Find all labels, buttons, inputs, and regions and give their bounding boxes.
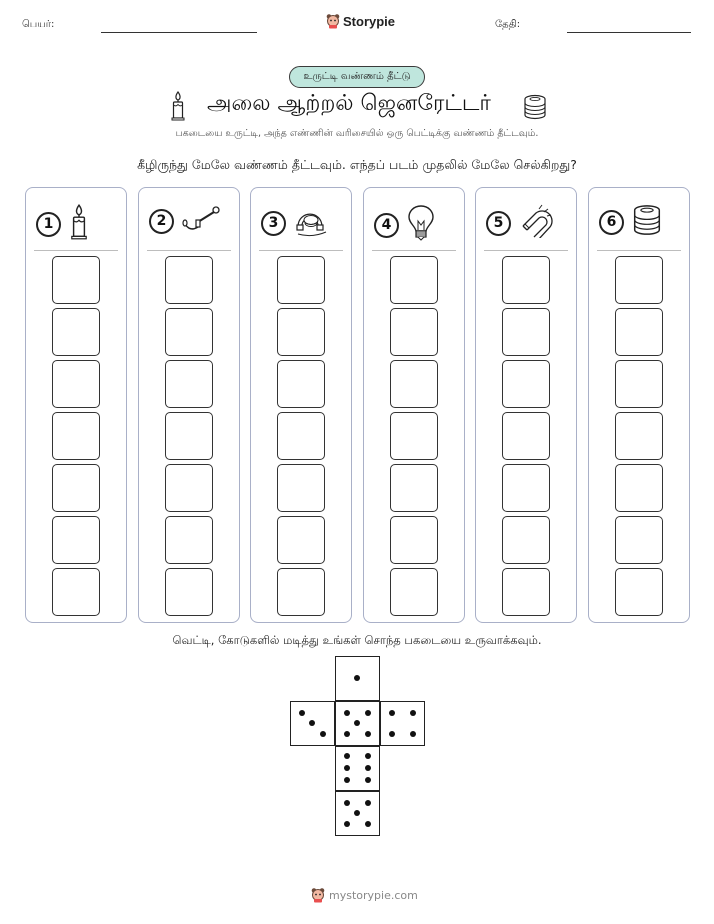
color-box[interactable] bbox=[165, 412, 213, 460]
wire-coil-icon bbox=[523, 94, 547, 120]
column-6 bbox=[588, 187, 690, 623]
die-face bbox=[335, 701, 380, 746]
color-box[interactable] bbox=[390, 412, 438, 460]
color-box[interactable] bbox=[52, 464, 100, 512]
color-box[interactable] bbox=[277, 256, 325, 304]
color-box[interactable] bbox=[52, 516, 100, 564]
color-box[interactable] bbox=[165, 256, 213, 304]
color-box[interactable] bbox=[277, 516, 325, 564]
die-pip bbox=[354, 675, 360, 681]
activity-tag: உருட்டி வண்ணம் தீட்டு bbox=[289, 66, 425, 88]
color-box[interactable] bbox=[615, 360, 663, 408]
die-pip bbox=[389, 710, 395, 716]
die-pip bbox=[354, 810, 360, 816]
color-box[interactable] bbox=[390, 308, 438, 356]
die-face bbox=[290, 701, 335, 746]
die-face bbox=[335, 656, 380, 701]
storypie-mascot-icon bbox=[326, 13, 340, 29]
color-box[interactable] bbox=[390, 464, 438, 512]
column-divider bbox=[34, 250, 118, 251]
color-box[interactable] bbox=[502, 308, 550, 356]
hand-crank-icon bbox=[182, 204, 222, 238]
column-5 bbox=[475, 187, 577, 623]
color-box[interactable] bbox=[165, 308, 213, 356]
color-box[interactable] bbox=[502, 464, 550, 512]
die-face bbox=[380, 701, 425, 746]
die-face bbox=[335, 791, 380, 836]
column-divider bbox=[484, 250, 568, 251]
column-divider bbox=[597, 250, 681, 251]
die-pip bbox=[365, 731, 371, 737]
color-box[interactable] bbox=[277, 464, 325, 512]
subtitle: பகடையை உருட்டி, அந்த எண்ணின் வரிசையில் ஒரு பெட்டிக்கு வண்ணம் தீட்டவும். bbox=[175, 128, 539, 139]
color-box[interactable] bbox=[52, 360, 100, 408]
column-divider bbox=[259, 250, 343, 251]
color-box[interactable] bbox=[615, 412, 663, 460]
die-pip bbox=[344, 800, 350, 806]
die-pip bbox=[299, 710, 305, 716]
die-pip bbox=[344, 765, 350, 771]
wire-coil-icon bbox=[632, 204, 662, 240]
die-pip bbox=[410, 710, 416, 716]
color-box[interactable] bbox=[390, 256, 438, 304]
horseshoe-magnet-icon bbox=[519, 204, 553, 242]
brand-name: Storypie bbox=[343, 13, 396, 29]
cut-instruction: வெட்டி, கோடுகளில் மடித்து உங்கள் சொந்த பகடையை உருவாக்கவும். bbox=[172, 633, 542, 647]
color-box[interactable] bbox=[165, 360, 213, 408]
page-title: அலை ஆற்றல் ஜெனரேட்டர் bbox=[207, 91, 491, 116]
column-number: 5 bbox=[486, 211, 511, 236]
column-4 bbox=[363, 187, 465, 623]
name-label: பெயர்: bbox=[22, 19, 55, 30]
column-number: 2 bbox=[149, 209, 174, 234]
color-box[interactable] bbox=[277, 308, 325, 356]
color-box[interactable] bbox=[502, 568, 550, 616]
color-box[interactable] bbox=[165, 464, 213, 512]
die-pip bbox=[410, 731, 416, 737]
column-number: 6 bbox=[599, 210, 624, 235]
die-pip bbox=[344, 731, 350, 737]
color-box[interactable] bbox=[615, 464, 663, 512]
column-header bbox=[149, 204, 222, 238]
color-box[interactable] bbox=[52, 308, 100, 356]
die-pip bbox=[389, 731, 395, 737]
die-pip bbox=[365, 821, 371, 827]
die-pip bbox=[365, 753, 371, 759]
color-box[interactable] bbox=[615, 308, 663, 356]
color-box[interactable] bbox=[502, 256, 550, 304]
color-box[interactable] bbox=[390, 568, 438, 616]
column-number: 1 bbox=[36, 212, 61, 237]
column-header bbox=[486, 204, 553, 242]
column-2 bbox=[138, 187, 240, 623]
die-face bbox=[335, 746, 380, 791]
color-box[interactable] bbox=[502, 412, 550, 460]
footer bbox=[311, 887, 418, 903]
color-box[interactable] bbox=[165, 516, 213, 564]
die-pip bbox=[365, 710, 371, 716]
die-pip bbox=[344, 710, 350, 716]
die-pip bbox=[365, 800, 371, 806]
die-pip bbox=[365, 765, 371, 771]
column-3 bbox=[250, 187, 352, 623]
date-label: தேதி: bbox=[495, 19, 521, 30]
column-divider bbox=[147, 250, 231, 251]
die-pip bbox=[344, 777, 350, 783]
footer-url[interactable]: mystorypie.com bbox=[329, 888, 418, 902]
color-box[interactable] bbox=[52, 568, 100, 616]
die-pip bbox=[320, 731, 326, 737]
column-divider bbox=[372, 250, 456, 251]
color-box[interactable] bbox=[277, 568, 325, 616]
color-box[interactable] bbox=[52, 412, 100, 460]
column-number: 4 bbox=[374, 213, 399, 238]
color-box[interactable] bbox=[165, 568, 213, 616]
color-box[interactable] bbox=[390, 360, 438, 408]
date-line bbox=[567, 32, 691, 33]
color-box[interactable] bbox=[615, 568, 663, 616]
color-box[interactable] bbox=[615, 516, 663, 564]
die-pip bbox=[344, 821, 350, 827]
color-box[interactable] bbox=[615, 256, 663, 304]
candle-icon bbox=[69, 204, 89, 244]
color-box[interactable] bbox=[277, 412, 325, 460]
candle-icon bbox=[170, 91, 186, 121]
column-1 bbox=[25, 187, 127, 623]
column-header bbox=[36, 204, 89, 244]
column-number: 3 bbox=[261, 211, 286, 236]
die-pip bbox=[344, 753, 350, 759]
color-box[interactable] bbox=[502, 516, 550, 564]
die-pip bbox=[309, 720, 315, 726]
light-bulb-icon bbox=[407, 204, 435, 246]
color-box[interactable] bbox=[390, 516, 438, 564]
column-header bbox=[261, 204, 330, 242]
color-box[interactable] bbox=[277, 360, 325, 408]
color-box[interactable] bbox=[52, 256, 100, 304]
column-header bbox=[374, 204, 435, 246]
column-header bbox=[599, 204, 662, 240]
name-line bbox=[101, 32, 257, 33]
storypie-mascot-icon bbox=[311, 887, 325, 903]
instruction: கீழிருந்து மேலே வண்ணம் தீட்டவும். எந்தப் படம் முதலில் மேலே செல்கிறது? bbox=[137, 157, 577, 172]
color-box[interactable] bbox=[502, 360, 550, 408]
magnet-coil-icon bbox=[294, 204, 330, 242]
die-pip bbox=[365, 777, 371, 783]
brand-logo bbox=[326, 13, 395, 29]
die-pip bbox=[354, 720, 360, 726]
